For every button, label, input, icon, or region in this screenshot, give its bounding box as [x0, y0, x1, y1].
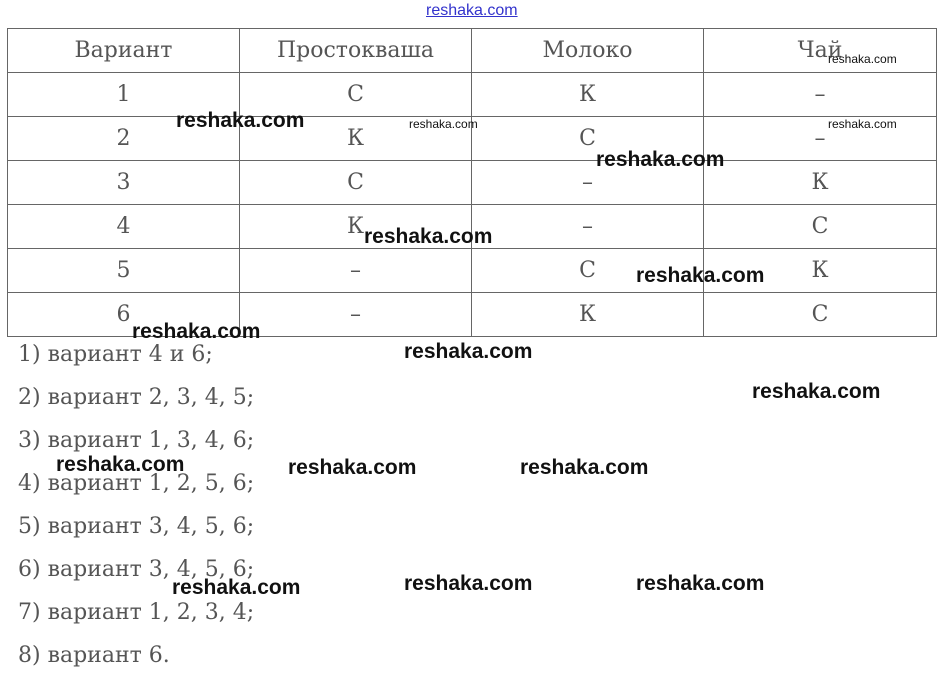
watermark: reshaka.com — [404, 572, 533, 595]
table-cell: К — [704, 161, 937, 205]
table-cell: – — [240, 293, 472, 337]
table-cell: – — [240, 249, 472, 293]
table-cell: 2 — [8, 117, 240, 161]
answers-table — [7, 28, 937, 337]
table-cell: – — [704, 73, 937, 117]
table-cell: К — [472, 73, 704, 117]
table-row — [8, 249, 937, 293]
watermark: reshaka.com — [752, 380, 881, 403]
table-cell: С — [704, 293, 937, 337]
watermark: reshaka.com — [409, 117, 478, 131]
answer-option: 4) вариант 1, 2, 5, 6; — [18, 471, 255, 496]
table-cell: 1 — [8, 73, 240, 117]
answer-option: 7) вариант 1, 2, 3, 4; — [18, 600, 255, 625]
watermark: reshaka.com — [404, 340, 533, 363]
site-link[interactable]: reshaka.com — [426, 2, 518, 19]
table-cell: 5 — [8, 249, 240, 293]
table-row — [8, 73, 937, 117]
table-cell: С — [472, 249, 704, 293]
table-cell: – — [472, 205, 704, 249]
column-header-prostokvasha: Простокваша — [240, 29, 472, 73]
answer-option: 2) вариант 2, 3, 4, 5; — [18, 385, 255, 410]
column-header-moloko: Молоко — [472, 29, 704, 73]
watermark: reshaka.com — [288, 456, 417, 479]
watermark: reshaka.com — [172, 576, 301, 599]
watermark: reshaka.com — [56, 453, 185, 476]
table-cell: 6 — [8, 293, 240, 337]
column-header-variant: Вариант — [8, 29, 240, 73]
table-header-row — [8, 29, 937, 73]
watermark: reshaka.com — [520, 456, 649, 479]
table-cell: С — [240, 161, 472, 205]
answer-option: 3) вариант 1, 3, 4, 6; — [18, 428, 255, 453]
watermark: reshaka.com — [636, 572, 765, 595]
watermark: reshaka.com — [132, 320, 261, 343]
answer-option: 8) вариант 6. — [18, 643, 170, 668]
table-cell: С — [472, 117, 704, 161]
table-cell: – — [472, 161, 704, 205]
answer-option: 1) вариант 4 и 6; — [18, 342, 213, 367]
table-cell: 3 — [8, 161, 240, 205]
watermark: reshaka.com — [828, 117, 897, 131]
table-cell: – — [704, 117, 937, 161]
table-cell: 4 — [8, 205, 240, 249]
table-cell: К — [472, 293, 704, 337]
table-cell: К — [240, 117, 472, 161]
answer-option: 6) вариант 3, 4, 5, 6; — [18, 557, 255, 582]
table-cell: С — [704, 205, 937, 249]
watermark: reshaka.com — [596, 148, 725, 171]
column-header-chai: Чай — [704, 29, 937, 73]
watermark: reshaka.com — [828, 52, 897, 66]
watermark: reshaka.com — [176, 109, 305, 132]
watermark: reshaka.com — [636, 264, 765, 287]
watermark: reshaka.com — [364, 225, 493, 248]
table-cell: К — [704, 249, 937, 293]
table-cell: К — [240, 205, 472, 249]
table-row — [8, 161, 937, 205]
answer-options-list — [18, 333, 254, 677]
answer-option: 5) вариант 3, 4, 5, 6; — [18, 514, 255, 539]
table-cell: С — [240, 73, 472, 117]
